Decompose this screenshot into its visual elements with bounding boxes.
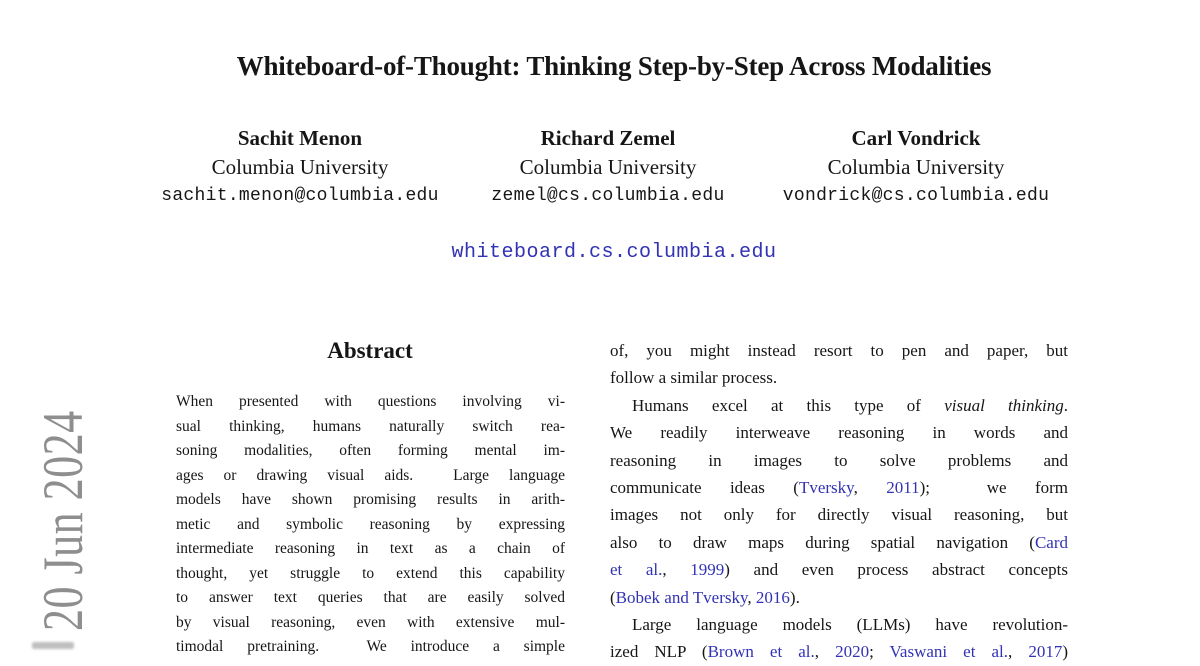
text-line: [610, 364, 1068, 391]
text-line: [610, 584, 1068, 611]
author-2: [454, 127, 762, 207]
text-line: [176, 415, 565, 440]
text-segment: also to draw maps during spatial navigation (: [610, 532, 1035, 552]
text-segment: (: [610, 587, 616, 607]
text-segment: ,: [662, 560, 691, 580]
author-name: Sachit Menon: [237, 126, 363, 150]
text-segment: ages or drawing visual aids. Large language: [176, 466, 565, 484]
author-block: [146, 127, 1070, 207]
text-segment: When presented with questions involving vi-: [176, 393, 565, 410]
text-line: [610, 611, 1068, 638]
text-segment: ); we form: [919, 478, 1068, 498]
text-segment: soning modalities, often forming mental im-: [176, 442, 565, 459]
text-segment: ): [1062, 642, 1069, 662]
text-segment: ) and even process abstract concepts: [724, 560, 1068, 580]
text-segment: by visual reasoning, even with extensive mul-: [176, 613, 565, 631]
two-column-body: [160, 337, 1068, 666]
text-line: [176, 488, 565, 513]
author-email: vondrick@cs.columbia.edu: [782, 186, 1050, 206]
text-segment: visual thinking: [944, 395, 1064, 415]
text-segment: ,: [1008, 642, 1029, 662]
text-segment: ;: [869, 642, 890, 662]
author-affiliation: Columbia University: [519, 155, 697, 179]
citation-link[interactable]: Card: [1034, 532, 1068, 552]
text-segment: Large language models (LLMs) have revolution-: [632, 615, 1068, 635]
author-affiliation: Columbia University: [211, 155, 389, 179]
author-1: [146, 127, 454, 207]
text-line: [176, 635, 565, 660]
right-column: [610, 337, 1068, 666]
text-segment: thought, yet struggle to extend this capability: [176, 564, 565, 582]
text-segment: ,: [747, 587, 756, 607]
text-segment: .: [1063, 395, 1068, 415]
text-line: [610, 638, 1068, 665]
text-line: [176, 464, 565, 489]
citation-link[interactable]: Vaswani et al.: [889, 642, 1009, 662]
arxiv-date-watermark: 20 Jun 2024: [31, 410, 95, 631]
citation-link[interactable]: 2016: [755, 587, 790, 607]
text-line: [176, 611, 565, 636]
text-segment: ized NLP (: [610, 642, 708, 662]
text-line: [176, 586, 565, 611]
text-line: [610, 501, 1068, 528]
text-segment: ).: [789, 587, 800, 607]
citation-link[interactable]: Tversky: [798, 478, 854, 498]
text-segment: reasoning in images to solve problems and: [610, 450, 1068, 470]
text-segment: communicate ideas (: [610, 478, 799, 498]
text-line: [610, 392, 1068, 419]
text-segment: ,: [814, 642, 836, 662]
text-segment: We readily interweave reasoning in words and: [610, 423, 1068, 443]
text-line: [610, 529, 1068, 556]
author-affiliation: Columbia University: [827, 155, 1005, 179]
text-line: [176, 562, 565, 587]
text-segment: intermediate reasoning in text as a chain of: [176, 540, 565, 557]
text-line: [610, 419, 1068, 446]
text-segment: models have shown promising results in arith-: [176, 491, 565, 508]
author-name: Carl Vondrick: [851, 126, 981, 150]
citation-link[interactable]: 2020: [835, 642, 870, 662]
citation-link[interactable]: Bobek and Tversky: [615, 587, 748, 607]
citation-link[interactable]: 1999: [690, 560, 725, 580]
text-segment: sual thinking, humans naturally switch rea-: [176, 417, 565, 435]
text-line: [176, 439, 565, 464]
text-line: [610, 447, 1068, 474]
abstract-text: [176, 390, 565, 660]
citation-link[interactable]: 2017: [1028, 642, 1063, 662]
website-link[interactable]: whiteboard.cs.columbia.edu: [451, 241, 777, 264]
left-column: [160, 337, 580, 666]
text-line: [610, 556, 1068, 583]
author-3: [762, 127, 1070, 207]
arxiv-watermark-cutoff: [32, 642, 74, 649]
text-segment: Humans excel at this type of: [632, 395, 945, 415]
text-segment: ,: [853, 478, 887, 498]
text-segment: metic and symbolic reasoning by expressing: [176, 515, 565, 533]
text-segment: to answer text queries that are easily solved: [176, 589, 565, 606]
text-segment: images not only for directly visual reasoning, but: [610, 505, 1068, 525]
text-line: [176, 513, 565, 538]
text-segment: of, you might instead resort to pen and paper, but: [610, 341, 1068, 360]
citation-link[interactable]: 2011: [886, 478, 920, 498]
citation-link[interactable]: et al.: [610, 560, 663, 580]
text-line: [610, 337, 1068, 364]
author-email: zemel@cs.columbia.edu: [491, 186, 725, 206]
author-email: sachit.menon@columbia.edu: [161, 186, 439, 206]
abstract-heading: Abstract: [327, 338, 413, 363]
author-name: Richard Zemel: [540, 126, 676, 150]
text-segment: timodal pretraining. We introduce a simple: [176, 638, 565, 655]
paper-content: [160, 0, 1068, 666]
text-line: [176, 390, 565, 415]
text-line: [176, 537, 565, 562]
citation-link[interactable]: Brown et al.: [707, 642, 815, 662]
paper-title: Whiteboard-of-Thought: Thinking Step-by-Step Across Modalities: [236, 51, 992, 81]
text-line: [610, 474, 1068, 501]
text-segment: follow a similar process.: [610, 368, 778, 388]
website-row: [160, 241, 1068, 265]
